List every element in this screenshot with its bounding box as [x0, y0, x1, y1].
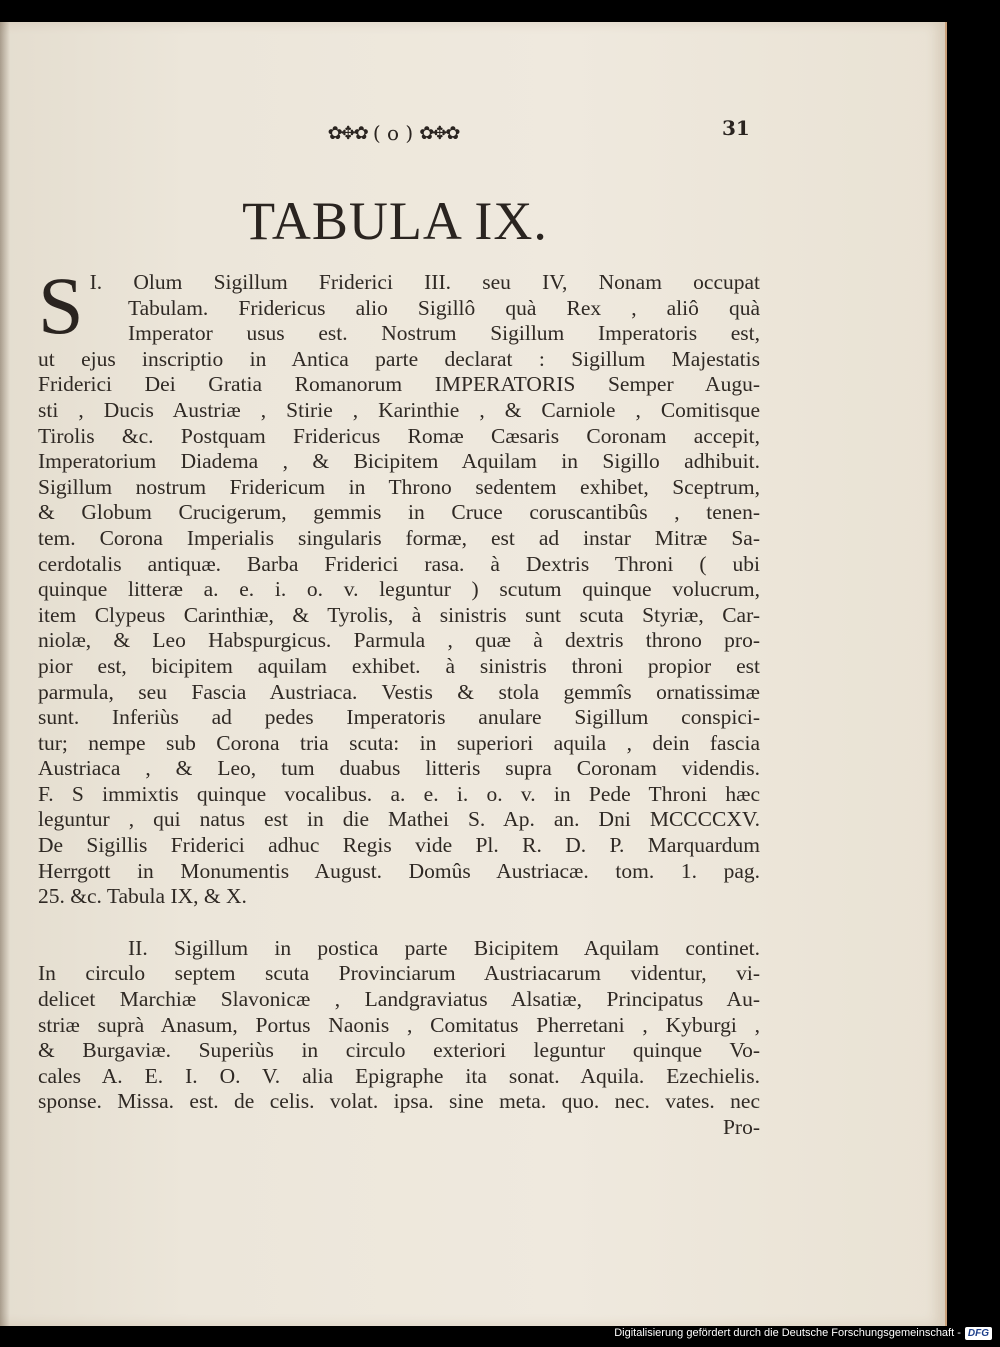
dfg-logo: DFG [965, 1327, 992, 1340]
paragraph-2 [38, 936, 760, 1141]
ornament-right: ✿✥✿ [419, 122, 459, 144]
text-line: Tabulam. Fridericus alio Sigillô quà Rex , aliô quà [128, 295, 760, 320]
text-line: In circulo septem scuta Provinciarum Austriacarum videntur, vi- [38, 961, 760, 986]
text-line: Sigillum nostrum Fridericum in Throno sedentem exhibet, Sceptrum, [38, 474, 760, 499]
text-line: delicet Marchiæ Slavonicæ , Landgraviatus Alsatiæ, Principatus Au- [38, 987, 760, 1012]
text-line: 25. &c. Tabula IX, & X. [38, 884, 247, 909]
text-line: Friderici Dei Gratia Romanorum IMPERATORIS Semper Augu- [38, 372, 760, 397]
text-line: tur; nempe sub Corona tria scuta: in superiori aquila , dein fascia [38, 730, 760, 755]
text-line: Imperatorium Diadema , & Bicipitem Aquilam in Sigillo adhibuit. [38, 449, 760, 474]
text-line: Imperator usus est. Nostrum Sigillum Imperatoris est, [128, 321, 760, 346]
text-line: striæ suprà Anasum, Portus Naonis , Comitatus Pherretani , Kyburgi , [38, 1012, 760, 1037]
text-line: leguntur , qui natus est in die Mathei S. Ap. an. Dni MCCCCXV. [38, 807, 760, 832]
page-title: TABULA IX. [242, 191, 548, 251]
ornament-left: ✿✥✿ [327, 122, 367, 144]
body-text [38, 260, 761, 1141]
header-center: ( o ) [372, 121, 414, 145]
book-page [0, 22, 947, 1326]
text-line: cales A. E. I. O. V. alia Epigraphe ita sonat. Aquila. Ezechielis. [38, 1063, 760, 1088]
text-line: niolæ, & Leo Habspurgicus. Parmula , quæ à dextris throno pro- [38, 628, 760, 653]
page-number: 31 [722, 116, 750, 140]
paragraph-1 [38, 260, 761, 910]
text-line: ut ejus inscriptio in Antica parte declarat : Sigillum Majestatis [38, 346, 760, 371]
text-line: sunt. Inferiùs ad pedes Imperatoris anulare Sigillum conspici- [38, 705, 760, 730]
text-line: quinque litteræ a. e. i. o. v. leguntur ) scutum quinque volucrum, [38, 577, 760, 602]
text-line: pior est, bicipitem aquilam exhibet. à sinistris throni propior est [38, 653, 760, 678]
text-line: F. S immixtis quinque vocalibus. a. e. i. o. v. in Pede Throni hæc [38, 781, 760, 806]
text-line: I. S Olum Sigillum Friderici III. seu IV, Nonam occupat [38, 260, 761, 351]
text-line: cerdotalis antiquæ. Barba Friderici rasa. à Dextris Throni ( ubi [38, 551, 760, 576]
footer-credit [614, 1324, 992, 1342]
text-line: De Sigillis Friderici adhuc Regis vide Pl. R. D. P. Marquardum [38, 833, 760, 858]
text-line: & Burgaviæ. Superiùs in circulo exteriori leguntur quinque Vo- [38, 1038, 760, 1063]
text-line: Austriaca , & Leo, tum duabus litteris supra Coronam videndis. [38, 756, 760, 781]
text-line: sponse. Missa. est. de celis. volat. ipsa. sine meta. quo. nec. vates. nec [38, 1089, 760, 1114]
running-header [283, 118, 503, 148]
footer-text: Digitalisierung gefördert durch die Deutsche Forschungsgemeinschaft - [614, 1327, 961, 1339]
text-line: tem. Corona Imperialis singularis formæ, est ad instar Mitræ Sa- [38, 525, 760, 550]
text-line: Herrgott in Monumentis August. Domûs Austriacæ. tom. 1. pag. [38, 858, 760, 883]
paragraph-number: I. [89, 270, 103, 294]
catchword: Pro- [722, 1115, 760, 1139]
text-line: Tirolis &c. Postquam Fridericus Romæ Cæsaris Coronam accepit, [38, 423, 760, 448]
text-line: II. Sigillum in postica parte Bicipitem Aquilam continet. [128, 935, 760, 960]
drop-cap: S [38, 260, 84, 351]
text-line: & Globum Crucigerum, gemmis in Cruce coruscantibûs , tenen- [38, 500, 760, 525]
text-line: sti , Ducis Austriæ , Stirie , Karinthie , & Carniole , Comitisque [38, 397, 760, 422]
text-line: parmula, seu Fascia Austriaca. Vestis & stola gemmîs ornatissimæ [38, 679, 760, 704]
text-line: item Clypeus Carinthiæ, & Tyrolis, à sinistris sunt scuta Styriæ, Car- [38, 602, 760, 627]
